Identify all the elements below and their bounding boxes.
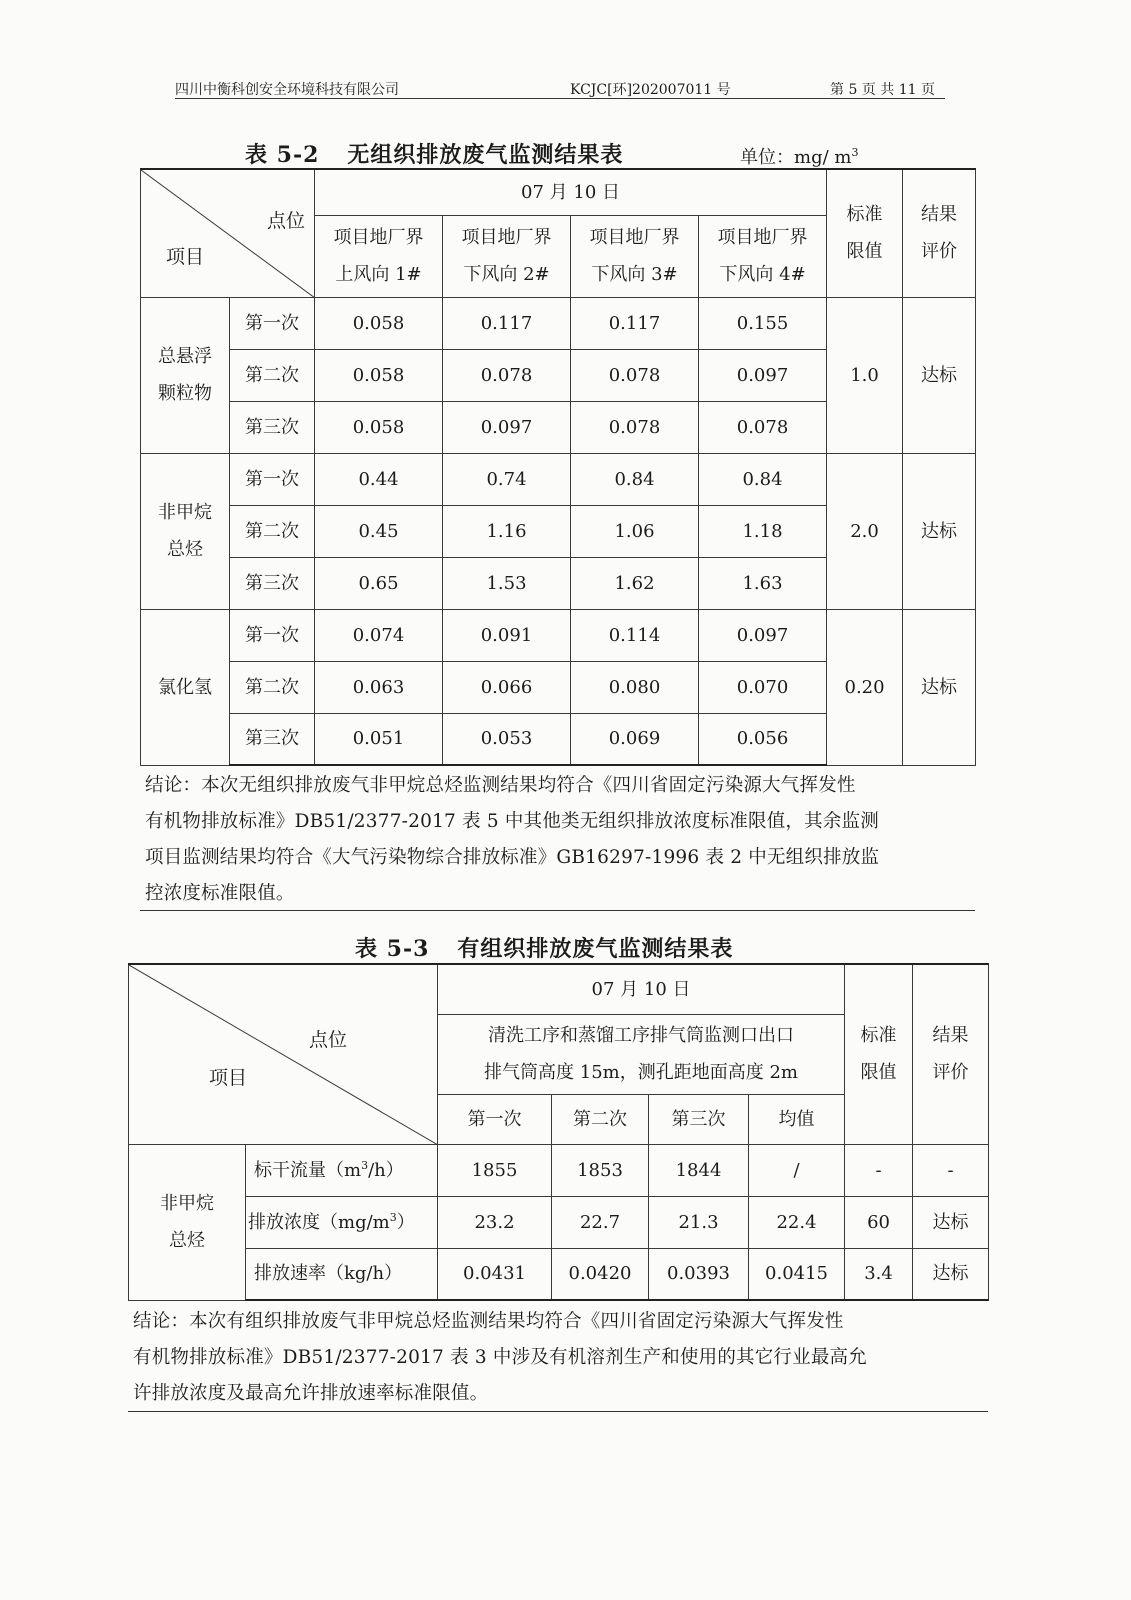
value-cell: 0.058 bbox=[315, 349, 443, 401]
value-cell: 1.62 bbox=[571, 557, 699, 609]
corner-top-label: 点位 bbox=[267, 210, 306, 232]
corner-bottom-label: 项目 bbox=[166, 246, 205, 268]
value-cell: 0.84 bbox=[571, 453, 699, 505]
value-cell: 0.84 bbox=[699, 453, 827, 505]
value-cell: 0.0420 bbox=[552, 1248, 649, 1300]
table-5-2-conclusion: 结论：本次无组织排放废气非甲烷总烃监测结果均符合《四川省固定污染源大气挥发性 有机物排放标准》DB51/2377-2017 表 5 中其他类无组织排放浓度标准限值，其余监测 项目监测结果均符合《大气污染物综合排放标准》GB16297-1996 表 2 中无组织排放监 控浓度标准限值。 bbox=[145, 775, 880, 904]
value-cell: 0.051 bbox=[315, 713, 443, 765]
eval-header: 结果 评价 bbox=[903, 169, 976, 297]
std-limit: 3.4 bbox=[845, 1248, 913, 1300]
date-header: 07 月 10 日 bbox=[315, 169, 827, 215]
result-eval: - bbox=[913, 1144, 989, 1196]
corner-diagonal bbox=[141, 170, 315, 298]
page-number: 第 5 页 共 11 页 bbox=[830, 82, 935, 98]
value-cell: 1.06 bbox=[571, 505, 699, 557]
value-cell: 0.117 bbox=[443, 297, 571, 349]
metric-label: 排放浓度$(mg/m^3)$ bbox=[246, 1196, 438, 1248]
section-rule bbox=[140, 910, 975, 911]
value-cell: 23.2 bbox=[438, 1196, 552, 1248]
value-cell: 0.058 bbox=[315, 297, 443, 349]
value-cell: 0.056 bbox=[699, 713, 827, 765]
value-cell: 21.3 bbox=[649, 1196, 749, 1248]
result-eval: 达标 bbox=[903, 609, 976, 765]
pollutant-name: 总悬浮 颗粒物 bbox=[141, 297, 230, 453]
value-cell: 22.4 bbox=[749, 1196, 845, 1248]
sample-label: 第三次 bbox=[230, 401, 315, 453]
std-limit: - bbox=[845, 1144, 913, 1196]
value-cell: 1855 bbox=[438, 1144, 552, 1196]
metric-label: 标干流量$(m^3/h)$ bbox=[246, 1144, 438, 1196]
std-limit: 0.20 bbox=[827, 609, 903, 765]
corner-header bbox=[129, 964, 438, 1144]
table-5-2 bbox=[140, 168, 976, 766]
value-cell: 0.44 bbox=[315, 453, 443, 505]
value-cell: 0.117 bbox=[571, 297, 699, 349]
point-header: 项目地厂界 上风向 1# bbox=[315, 215, 443, 297]
table-5-3-name: 有组织排放废气监测结果表 bbox=[457, 936, 734, 962]
corner-bottom-label: 项目 bbox=[209, 1067, 248, 1089]
value-cell: 0.45 bbox=[315, 505, 443, 557]
sample-label: 第一次 bbox=[230, 453, 315, 505]
value-cell: 0.65 bbox=[315, 557, 443, 609]
value-cell: 22.7 bbox=[552, 1196, 649, 1248]
corner-top-label: 点位 bbox=[309, 1029, 348, 1051]
value-cell: 0.155 bbox=[699, 297, 827, 349]
table-5-2-number: 表 5-2 bbox=[245, 142, 320, 168]
value-cell: 0.114 bbox=[571, 609, 699, 661]
pollutant-name: 非甲烷 总烃 bbox=[129, 1144, 246, 1300]
company-name: 四川中衡科创安全环境科技有限公司 bbox=[175, 82, 399, 98]
sample-label: 第一次 bbox=[230, 609, 315, 661]
table-5-2-title bbox=[245, 138, 623, 169]
subhead: 第一次 bbox=[438, 1094, 552, 1144]
table-5-3-title bbox=[355, 932, 733, 963]
value-cell: 1853 bbox=[552, 1144, 649, 1196]
sample-label: 第二次 bbox=[230, 661, 315, 713]
value-cell: 0.066 bbox=[443, 661, 571, 713]
value-cell: 0.053 bbox=[443, 713, 571, 765]
table-5-3-number: 表 5-3 bbox=[355, 936, 430, 962]
value-cell: 0.0431 bbox=[438, 1248, 552, 1300]
result-eval: 达标 bbox=[913, 1196, 989, 1248]
report-number: KCJC[环]202007011 号 bbox=[570, 82, 731, 98]
corner-diagonal bbox=[129, 965, 438, 1145]
value-cell: 0.097 bbox=[699, 349, 827, 401]
sample-label: 第一次 bbox=[230, 297, 315, 349]
std-header: 标准 限值 bbox=[845, 964, 913, 1144]
eval-header: 结果 评价 bbox=[913, 964, 989, 1144]
value-cell: 0.058 bbox=[315, 401, 443, 453]
value-cell: 0.0415 bbox=[749, 1248, 845, 1300]
value-cell: 0.091 bbox=[443, 609, 571, 661]
table-5-2-unit: 单位：mg/ $m^3$ bbox=[740, 146, 859, 168]
pollutant-name: 氯化氢 bbox=[141, 609, 230, 765]
sample-label: 第三次 bbox=[230, 713, 315, 765]
table-5-3 bbox=[128, 963, 989, 1301]
corner-header bbox=[141, 169, 315, 297]
subhead: 第三次 bbox=[649, 1094, 749, 1144]
subhead: 均值 bbox=[749, 1094, 845, 1144]
value-cell: 0.063 bbox=[315, 661, 443, 713]
value-cell: 0.0393 bbox=[649, 1248, 749, 1300]
running-header bbox=[175, 76, 945, 99]
std-limit: 1.0 bbox=[827, 297, 903, 453]
result-eval: 达标 bbox=[903, 297, 976, 453]
value-cell: 0.074 bbox=[315, 609, 443, 661]
value-cell: 0.078 bbox=[571, 349, 699, 401]
std-limit: 60 bbox=[845, 1196, 913, 1248]
value-cell: 0.078 bbox=[443, 349, 571, 401]
value-cell: 0.080 bbox=[571, 661, 699, 713]
point-header: 项目地厂界 下风向 2# bbox=[443, 215, 571, 297]
value-cell: / bbox=[749, 1144, 845, 1196]
value-cell: 0.097 bbox=[699, 609, 827, 661]
table-5-2-name: 无组织排放废气监测结果表 bbox=[347, 142, 624, 168]
result-eval: 达标 bbox=[913, 1248, 989, 1300]
value-cell: 1844 bbox=[649, 1144, 749, 1196]
value-cell: 0.078 bbox=[571, 401, 699, 453]
table-5-3-conclusion: 结论：本次有组织排放废气非甲烷总烃监测结果均符合《四川省固定污染源大气挥发性 有机物排放标准》DB51/2377-2017 表 3 中涉及有机溶剂生产和使用的其它行业最高允 许排放浓度及最高允许排放速率标准限值。 bbox=[133, 1311, 867, 1404]
value-cell: 1.53 bbox=[443, 557, 571, 609]
section-rule bbox=[128, 1411, 988, 1412]
sample-label: 第二次 bbox=[230, 349, 315, 401]
value-cell: 0.078 bbox=[699, 401, 827, 453]
value-cell: 1.18 bbox=[699, 505, 827, 557]
value-cell: 1.16 bbox=[443, 505, 571, 557]
date-header: 07 月 10 日 bbox=[438, 964, 845, 1014]
value-cell: 0.097 bbox=[443, 401, 571, 453]
point-header: 项目地厂界 下风向 4# bbox=[699, 215, 827, 297]
std-header: 标准 限值 bbox=[827, 169, 903, 297]
value-cell: 0.070 bbox=[699, 661, 827, 713]
value-cell: 0.069 bbox=[571, 713, 699, 765]
sample-label: 第二次 bbox=[230, 505, 315, 557]
metric-label: 排放速率（kg/h） bbox=[246, 1248, 438, 1300]
std-limit: 2.0 bbox=[827, 453, 903, 609]
point-header: 清洗工序和蒸馏工序排气筒监测口出口 排气筒高度 15m，测孔距地面高度 2m bbox=[438, 1014, 845, 1094]
value-cell: 1.63 bbox=[699, 557, 827, 609]
point-header: 项目地厂界 下风向 3# bbox=[571, 215, 699, 297]
sample-label: 第三次 bbox=[230, 557, 315, 609]
pollutant-name: 非甲烷 总烃 bbox=[141, 453, 230, 609]
value-cell: 0.74 bbox=[443, 453, 571, 505]
result-eval: 达标 bbox=[903, 453, 976, 609]
subhead: 第二次 bbox=[552, 1094, 649, 1144]
